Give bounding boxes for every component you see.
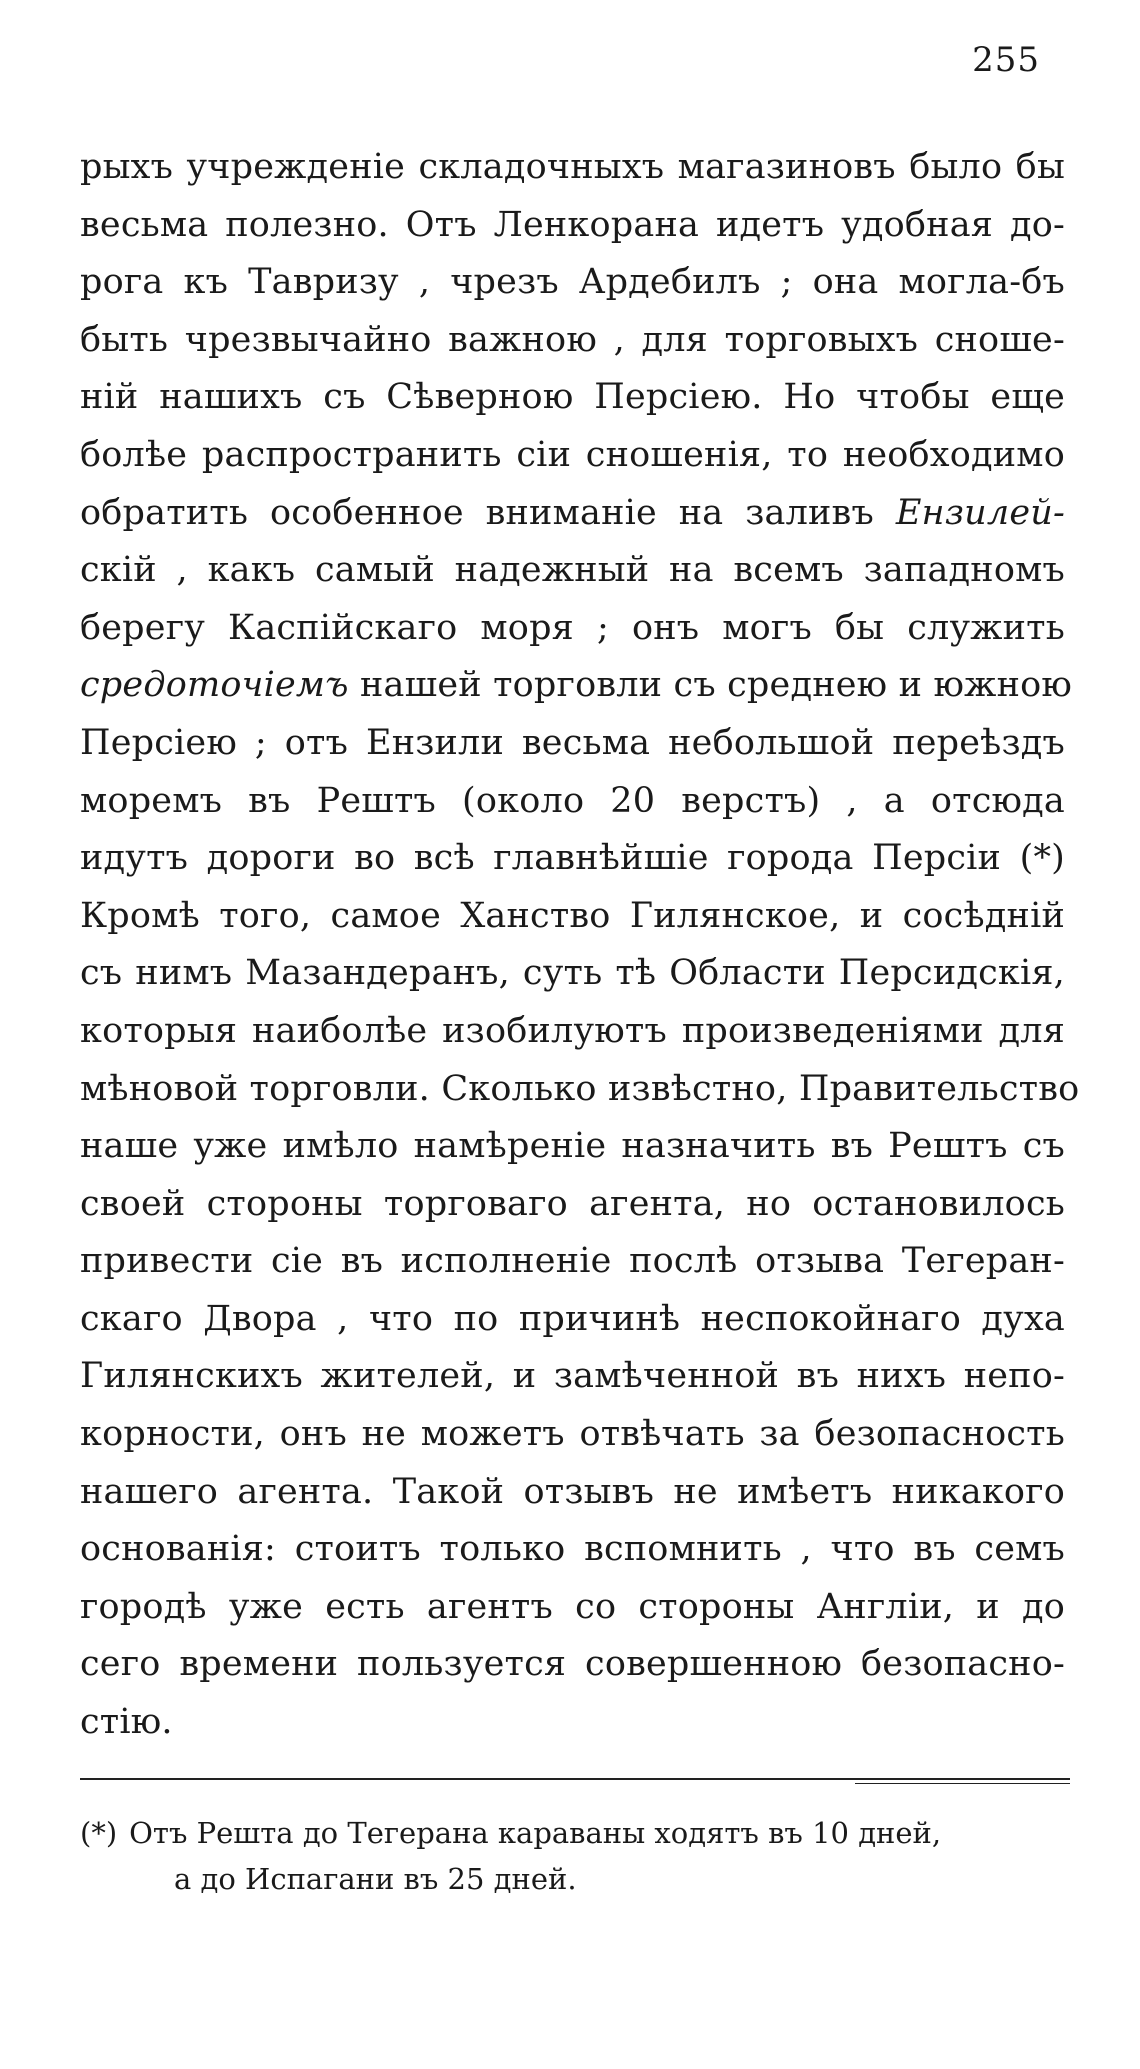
- footnote-separator-short: [855, 1783, 1070, 1784]
- footnote-text: Отъ Решта до Тегерана караваны ходятъ въ 10 дней,: [129, 1816, 942, 1850]
- text-line: идутъ дороги во всѣ главнѣйшіе города Персіи (*): [80, 838, 1065, 879]
- text-line: [80, 657, 1073, 715]
- text-line: нашего агента. Такой отзывъ не имѣетъ никакого: [80, 1471, 1065, 1512]
- italic-text: Ензилей-: [895, 492, 1066, 533]
- text-line: основанія: стоитъ только вспомнить , что въ семъ: [80, 1529, 1065, 1570]
- text-line: Гилянскихъ жителей, и замѣченной въ нихъ непо-: [80, 1356, 1065, 1397]
- text-line: [80, 485, 1065, 543]
- text-segment: нашей торговли съ среднею и южною: [360, 665, 1073, 706]
- text-line: Кромѣ того, самое Ханство Гилянское, и сосѣдній: [80, 895, 1065, 936]
- footnote-line: [80, 1810, 1080, 1856]
- text-line: сего времени пользуется совершенною безопасно-: [80, 1644, 1065, 1685]
- text-line: скій , какъ самый надежный на всемъ западномъ: [80, 550, 1065, 591]
- text-line: городѣ уже есть агентъ со стороны Англіи, и до: [80, 1586, 1065, 1627]
- text-line: моремъ въ Рештъ (около 20 верстъ) , а отсюда: [80, 780, 1065, 821]
- text-line: ній нашихъ съ Сѣверною Персіею. Но чтобы еще: [80, 377, 1065, 418]
- page-number: 255: [972, 40, 1040, 80]
- body-text: [80, 139, 1080, 1752]
- text-line: наше уже имѣло намѣреніе назначить въ Рештъ съ: [80, 1126, 1065, 1167]
- footnote-mark: (*): [80, 1816, 118, 1850]
- footnote-separator: [80, 1778, 1070, 1780]
- text-line: рыхъ учрежденіе складочныхъ магазиновъ было бы: [80, 147, 1065, 187]
- text-segment: обратить особенное вниманіе на заливъ: [80, 492, 874, 533]
- text-line: привести сіе въ исполненіе послѣ отзыва Тегеран-: [80, 1241, 1065, 1282]
- text-line: съ нимъ Мазандеранъ, суть тѣ Области Персидскія,: [80, 953, 1065, 994]
- text-line: которыя наиболѣе изобилуютъ произведеніями для: [80, 1010, 1065, 1051]
- text-line: Персіею ; отъ Ензили весьма небольшой переѣздъ: [80, 722, 1065, 763]
- text-line: своей стороны торговаго агента, но остановилось: [80, 1183, 1065, 1224]
- text-line: мѣновой торговли. Сколько извѣстно, Правительство: [80, 1068, 1080, 1109]
- text-line: корности, онъ не можетъ отвѣчать за безопасность: [80, 1414, 1065, 1455]
- text-line: скаго Двора , что по причинѣ неспокойнаго духа: [80, 1298, 1065, 1339]
- text-line: берегу Каспійскаго моря ; онъ могъ бы служить: [80, 607, 1065, 648]
- text-line: рога къ Тавризу , чрезъ Ардебилъ ; она могла-бъ: [80, 262, 1065, 303]
- text-line: стію.: [80, 1702, 173, 1743]
- footnote-line: а до Испагани въ 25 дней.: [174, 1862, 577, 1896]
- text-line: быть чрезвычайно важною , для торговыхъ сноше-: [80, 319, 1065, 360]
- italic-text: средоточіемъ: [80, 665, 349, 706]
- text-line: весьма полезно. Отъ Ленкорана идетъ удобная до-: [80, 204, 1065, 245]
- footnote: [80, 1810, 1080, 1902]
- text-line: болѣе распространить сіи сношенія, то необходимо: [80, 434, 1065, 475]
